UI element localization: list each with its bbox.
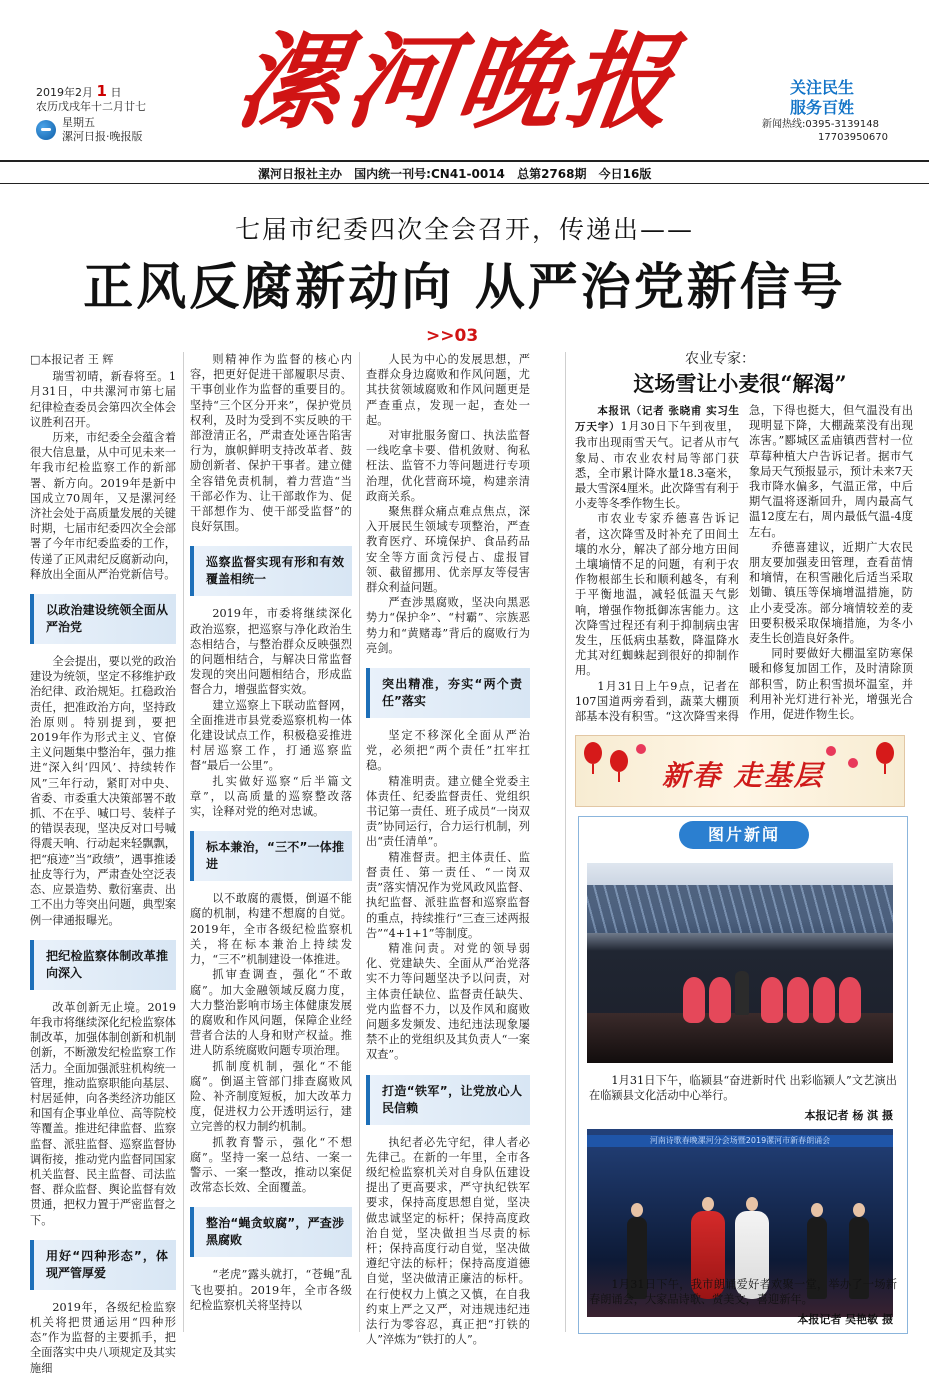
dancer-figure (709, 977, 731, 1023)
column-divider (565, 352, 566, 1332)
dancer-figure (787, 977, 809, 1023)
singer-figure (735, 971, 749, 1015)
agriculture-lead: 本报讯（记者 张晓甫 实习生 万天宇） (575, 405, 739, 434)
paragraph: 坚定不移深化全面从严治党，必须把“两个责任”扛牢扛稳。 (366, 729, 530, 773)
paragraph: 建立巡察上下联动监督网，全面推进市县党委巡察机构一体化建设试点工作，积极稳妥推进村居巡察工作，打通巡察监督“最后一公里”。 (190, 698, 352, 773)
paragraph: 改革创新无止境。2019年我市将继续深化纪检监察体制改革，加强体制创新和机制创新，不断激发纪检监察工作活力。全面加强派驻机构统一管理，推动监察职能向基层、村居延伸，向各类经济功能区和国有企事业单位、高等院校等覆盖。推进纪律监督、监察监督、派驻监督、巡察监督协调衔接，推动党内监督同国家机关监督、民主监督、司法监督、群众监督、舆论监督有效贯通，把权力置于严密监督之下。 (30, 1000, 176, 1227)
lead-column-1 (30, 352, 176, 1375)
lantern-icon (876, 742, 894, 764)
subheading: 用好“四种形态”，体现严管厚爱 (30, 1240, 176, 1290)
slogan (790, 78, 854, 118)
date-day: 1 (96, 82, 107, 100)
paragraph: 抓制度机制，强化“不能腐”。倒逼主管部门排查腐败风险、补齐制度短板，加大改革力度，促进权力公开透明运行，建立完善的权力制约机制。 (190, 1059, 352, 1134)
photo-credit-1: 本报记者 杨 淇 摄 (804, 1109, 893, 1122)
subheading: 突出精准，夯实“两个责任”落实 (366, 668, 530, 718)
lead-kicker: 七届市纪委四次全会召开，传递出—— (234, 215, 694, 244)
subheading: 把纪检监察体制改革推向深入 (30, 940, 176, 990)
date-suffix: 日 (110, 86, 122, 99)
newspaper-logo-icon (36, 120, 56, 140)
dancer-figure (761, 977, 783, 1023)
plum-blossom-icon (848, 758, 858, 768)
lantern-icon (584, 742, 602, 764)
paragraph: 市农业专家乔德喜告诉记者，这次降雪及时补充了田间土壤的水分，解决了部分地方田间土壤墒情不足的问题，有利于农作物根部生长和顺利越冬，有利于平衡地温，减轻低温天气影响，增强作物抵御冻害能力。这次降雪过程还有利于抑制病虫害发生，压低病虫基数，降温降水尤其对红蜘蛛起到很好的抑制作用。 (575, 512, 739, 678)
lead-column-3 (366, 352, 530, 1347)
slogan-line-1: 关注民生 (790, 78, 855, 97)
paragraph: 1月31日上午9点，记者在107国道两旁看到，蔬菜大棚顶部基本没有积雪。“这次降雪来得急，下得也挺大，但气温没有出现明显下降，大棚蔬菜没有出现冻害。”郾城区孟庙镇西营村一位草莓种植大户告诉记者。据市气象局天气预报显示，预计未来7天我市降水偏多，气温正常，中后期气温将逐渐回升，周内最高气温12度左右，周内最低气温-4度左右。 (575, 404, 913, 724)
paragraph: 同时要做好大棚温室防寒保暖和修复加固工作，及时清除顶部积雪，防止积雪损坏温室，并利用补光灯进行补光，增强光合作用，促进作物生长。 (749, 647, 913, 722)
stage-backdrop (587, 885, 893, 933)
paragraph: 以不敢腐的震慑，倒逼不能腐的机制，构建不想腐的自觉。2019年，全市各级纪检监察机关，将在标本兼治上持续发力，“三不”机制建设一体推进。 (190, 892, 352, 967)
lantern-icon (610, 750, 628, 772)
column-divider (359, 352, 360, 1332)
lead-headline: 正风反腐新动向 从严治党新信号 (83, 258, 846, 316)
page-reference-link[interactable]: >>03 (426, 326, 479, 346)
stage-banner: 河南诗歌春晚漯河分会场暨2019漯河市新春朗诵会 (587, 1135, 893, 1147)
paragraph: 对审批服务窗口、执法监督一线吃拿卡要、借机敛财、徇私枉法、监管不力等问题进行专项治理，优化营商环境，构建亲清政商关系。 (366, 429, 530, 503)
subheading: 巡察监督实现有形和有效覆盖相统一 (190, 546, 352, 596)
paragraph: 瑞雪初晴，新春将至。1月31日，中共漯河市第七届纪律检查委员会第四次全体会议胜利召开。 (30, 370, 176, 429)
paragraph: 严查涉黑腐败，坚决向黑恶势力“保护伞”、“村霸”、宗族恶势力和“黄赌毒”背后的腐败行为亮剑。 (366, 596, 530, 655)
hotline-1: 新闻热线:0395-3139148 (762, 119, 879, 130)
date-block (36, 84, 146, 144)
paragraph: 乔德喜建议，近期广大农民朋友要加强麦田管理，查看苗情和墒情，在积雪融化后适当采取划锄、镇压等保墒增温措施，防止小麦受冻。部分墒情较差的麦田要积极采取保墒措施，为冬小麦生长创造良好条件。 (749, 540, 913, 646)
edition-name: 漯河日报·晚报版 (62, 130, 143, 143)
paragraph: 2019年，各级纪检监察机关将把贯通运用“四种形态”作为监督的主要抓手，把全面落实中央八项规定及其实施细 (30, 1300, 176, 1375)
agriculture-kicker: 农业专家： (685, 351, 755, 367)
dancer-figure (813, 977, 835, 1023)
photo-news-box (578, 816, 908, 1334)
paragraph: 扎实做好巡察“后半篇文章”，以高质量的巡察整改落实，诠释对党的绝对忠诚。 (190, 774, 352, 819)
paragraph: 精准明责。建立健全党委主体责任、纪委监督责任、党组织书记第一责任、班子成员“一岗双责”协同运行，合力运行机制，列出“责任清单”。 (366, 774, 530, 849)
masthead (0, 0, 929, 160)
paragraph: 1月30日下午到夜里，我市出现雨雪天气。记者从市气象局、市农业农村局等部门获悉，全市累计降水量18.3毫米，最大雪深4厘米。此次降雪有利于小麦等冬季作物生长。 (575, 420, 740, 511)
paragraph: “老虎”露头就打，“苍蝇”乱飞也要拍。2019年，全市各级纪检监察机关将坚持以 (190, 1268, 352, 1312)
byline: □本报记者 王 辉 (30, 353, 114, 366)
subheading: 打造“铁军”，让党放心人民信赖 (366, 1075, 530, 1125)
photo-credit-2: 本报记者 吴艳敏 摄 (797, 1313, 893, 1326)
lead-column-2 (190, 352, 352, 1332)
paragraph: 抓教育警示，强化“不想腐”。坚持一案一总结、一案一警示、一案一整改，推动以案促改常态长效、全面覆盖。 (190, 1135, 352, 1195)
plum-blossom-icon (826, 746, 836, 756)
banner-text: 新春 走基层 (662, 759, 824, 792)
newspaper-title: 漯河晚报 (229, 20, 687, 143)
paragraph: 2019年，市委将继续深化政治巡察，把巡察与净化政治生态相结合，与整治群众反映强烈的问题相结合，与解决日常监督发现的突出问题相结合，形成监督合力，增强监督实效。 (190, 607, 352, 697)
photo-news-header: 图片新闻 (679, 821, 809, 849)
agriculture-title: 这场雪让小麦很“解渴” (633, 371, 847, 396)
new-year-banner (575, 735, 905, 807)
dancer-figure (839, 977, 861, 1023)
paragraph: 人民为中心的发展思想，严查群众身边腐败和作风问题，尤其扶贫领域腐败和作风问题更是严查重点，发现一起，查处一起。 (366, 353, 530, 427)
paragraph: 历来，市纪委全会蕴含着很大信息量，从中可见未来一年我市纪检监察工作的新部署、新方向。2019年是新中国成立70周年，又是漯河经济社会处于高质量发展的关键时期，七届市纪委四次全会部署了今年市纪委监委的工作，传递了正风肃纪反腐新动向，释放出全面从严治党新信号。 (30, 431, 176, 581)
paragraph: 聚焦群众痛点难点焦点，深入开展民生领域专项整治，严查教育医疗、环境保护、食品药品安全等方面贪污侵占、虚报冒领、截留挪用、优亲厚友等侵害群众利益问题。 (366, 505, 530, 595)
paragraph: 精准督责。把主体责任、监督责任、第一责任、“一岗双责”落实情况作为党风政风监督、执纪监督、派驻监督和巡察监督的重点，持续推行“三查三述两报告”“4+1+1”等制度。 (366, 850, 530, 940)
lunar-date: 农历戊戌年十二月廿七 (36, 100, 146, 113)
performance-photo (587, 863, 893, 1063)
subheading: 以政治建设统领全面从严治党 (30, 594, 176, 644)
paragraph: 精准问责。对党的领导弱化、党建缺失、全面从严治党落实不力等问题坚决予以问责，对主体责任缺位、监督责任缺失、党内监督不力，以及作风和腐败问题多发频发、违纪违法现象屡禁不止的党组织及其负责人“一案双查”。 (366, 941, 530, 1062)
hotline-2: 17703950670 (818, 132, 888, 143)
subheading: 标本兼治，“三不”一体推进 (190, 831, 352, 881)
weekday: 星期五 (62, 116, 95, 129)
paragraph: 执纪者必先守纪，律人者必先律己。在新的一年里，全市各级纪检监察机关对自身队伍建设提出了更高要求，严守执纪铁军要求，保持高度思想自觉，坚决做忠诚坚定的标杆；保持高度政治自觉，坚决做担当尽责的标杆；保持高度行动自觉，坚决做遵纪守法的标杆；保持高度道德自觉，坚决做清正廉洁的标杆。在行使权力上慎之又慎，在自我约束上严之又严，对违规违纪违法行为零容忍，真正把“打铁的人”淬炼为“铁打的人”。 (366, 1135, 530, 1347)
photo-caption-2: 1月31日下午，我市朗诵爱好者欢聚一堂，举办了一场新春朗诵会，大家品诗歌、赏美文，喜迎新年。 (589, 1278, 897, 1306)
subheading: 整治“蝇贪蚁腐”，严查涉黑腐败 (190, 1207, 352, 1257)
hotline (762, 118, 888, 144)
column-divider (183, 352, 184, 1332)
paragraph: 抓审查调查，强化“不敢腐”。加大金融领域反腐力度，大力整治影响市场主体健康发展的腐败和作风问题，保障企业经营者合法的人身和财产权益。推进人防系统腐败问题专项治理。 (190, 968, 352, 1058)
plum-blossom-icon (636, 744, 646, 754)
dancer-figure (683, 977, 705, 1023)
paragraph: 全会提出，要以党的政治建设为统领，坚定不移维护政治纪律、政治规矩。扛稳政治责任，把准政治方向，坚持政治原则。特别提到，要把2019年作为形式主义、官僚主义问题集中整治年，强力推进“深入纠‘四风’、持续转作风”三年行动，紧盯对中央、省委、市委重大决策部署不敢抓、不在乎、喊口号、装样子的错误表现，坚决反对口号喊得震天响、行动起来轻飘飘，把“痕迹”当“政绩”，遇事推诿扯皮等行为，严肃查处空泛表态、应景造势、敷衍塞责、出工不出力等突出问题，典型案例一律通报曝光。 (30, 655, 176, 927)
publication-info: 漯河日报社主办 国内统一刊号:CN41-0014 总第2768期 今日16版 (258, 167, 652, 181)
agriculture-body (575, 403, 913, 729)
date-prefix: 2019年2月 (36, 86, 93, 99)
paragraph: 则精神作为监督的核心内容，把更好促进干部履职尽责、干事创业作为监督的重要目的。坚持“三个区分开来”，保护党员权利，及时为受到不实反映的干部澄清正名，严肃查处诬告陷害行为，旗帜鲜明支持改革者、鼓励创新者、保护干事者。建立健全容错免责机制，着力营造“当干部必作为、让干部敢作为、促干部想作为、使干部受监督”的良好氛围。 (190, 353, 352, 534)
photo-caption-1: 1月31日下午，临颍县“奋进新时代 出彩临颍人”文艺演出在临颍县文化活动中心举行。 (589, 1074, 897, 1102)
slogan-line-2: 服务百姓 (790, 98, 855, 117)
publication-info-bar (0, 160, 929, 184)
